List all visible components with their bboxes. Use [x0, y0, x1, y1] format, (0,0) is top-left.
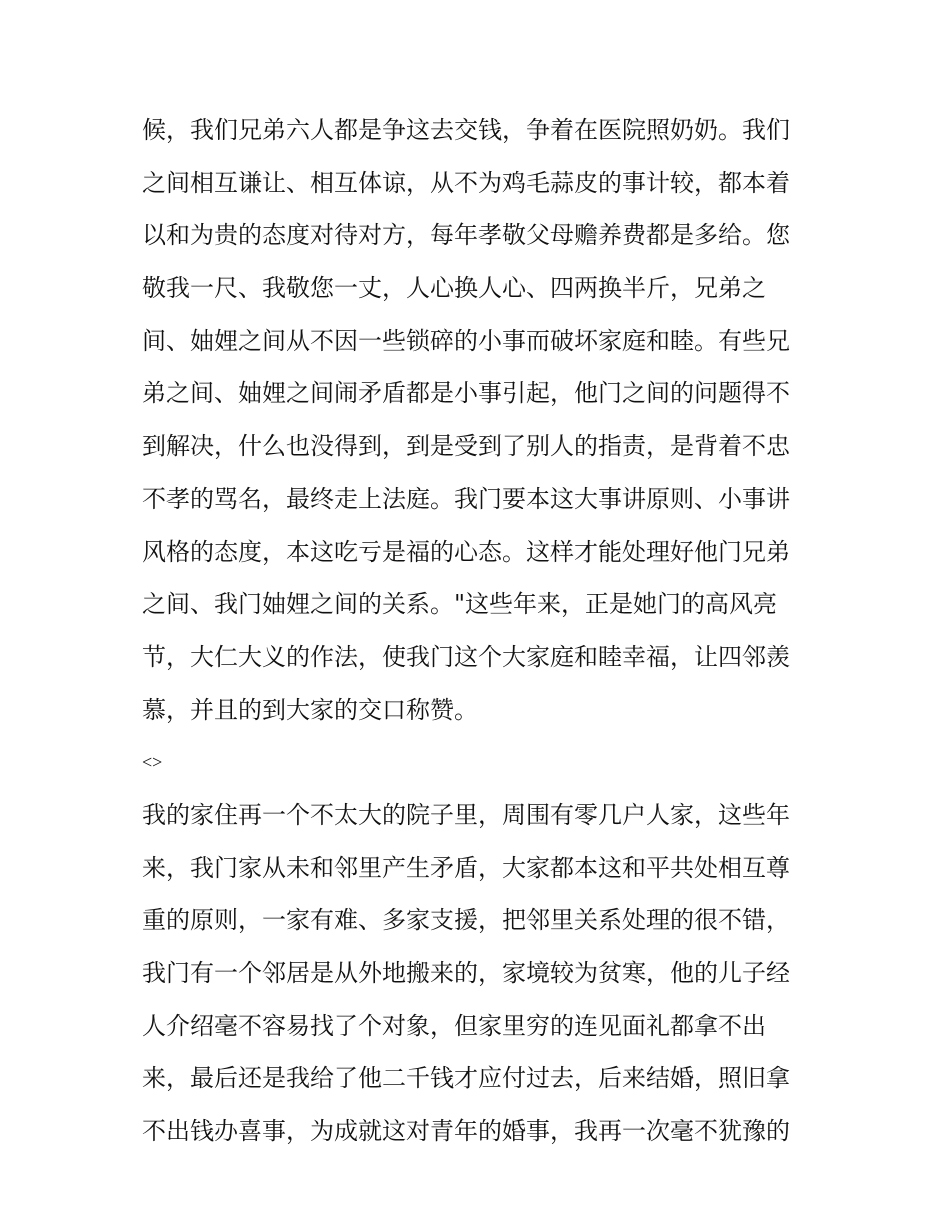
text-line: 弟之间、妯娌之间闹矛盾都是小事引起，他门之间的问题得不: [142, 379, 790, 408]
text-line: 节，大仁大义的作法，使我门这个大家庭和睦幸福，让四邻羡: [142, 642, 790, 671]
text-line: 来，最后还是我给了他二千钱才应付过去，后来结婚，照旧拿: [142, 1064, 790, 1093]
text-line: 到解决，什么也没得到，到是受到了别人的指责，是背着不忠: [142, 432, 790, 461]
text-line: 不出钱办喜事，为成就这对青年的婚事，我再一次毫不犹豫的: [142, 1117, 790, 1146]
section-separator: <>: [142, 752, 163, 773]
text-line: 不孝的骂名，最终走上法庭。我门要本这大事讲原则、小事讲: [142, 484, 790, 513]
text-line: 慕，并且的到大家的交口称赞。: [142, 695, 478, 724]
text-line: 风格的态度，本这吃亏是福的心态。这样才能处理好他门兄弟: [142, 537, 790, 566]
text-line: 之间、我门妯娌之间的关系。"这些年来，正是她门的高风亮: [142, 590, 778, 619]
text-line: 间、妯娌之间从不因一些锁碎的小事而破坏家庭和睦。有些兄: [142, 326, 790, 355]
text-line: 候，我们兄弟六人都是争这去交钱，争着在医院照奶奶。我们: [142, 116, 790, 144]
text-line: 敬我一尺、我敬您一丈，人心换人心、四两换半斤，兄弟之: [142, 274, 766, 303]
body-text: [142, 110, 817, 1164]
text-line: 来，我门家从未和邻里产生矛盾，大家都本这和平共处相互尊: [142, 853, 790, 882]
text-line: 我门有一个邻居是从外地搬来的，家境较为贫寒，他的儿子经: [142, 959, 790, 987]
text-line: 以和为贵的态度对待对方，每年孝敬父母赡养费都是多给。您: [142, 221, 790, 250]
text-line: 重的原则，一家有难、多家支援，把邻里关系处理的很不错，: [142, 906, 790, 935]
text-line: 之间相互谦让、相互体谅，从不为鸡毛蒜皮的事计较，都本着: [142, 168, 790, 197]
text-line: 我的家住再一个不太大的院子里，周围有零几户人家，这些年: [142, 800, 790, 829]
text-line: 人介绍毫不容易找了个对象，但家里穷的连见面礼都拿不出: [142, 1011, 766, 1040]
